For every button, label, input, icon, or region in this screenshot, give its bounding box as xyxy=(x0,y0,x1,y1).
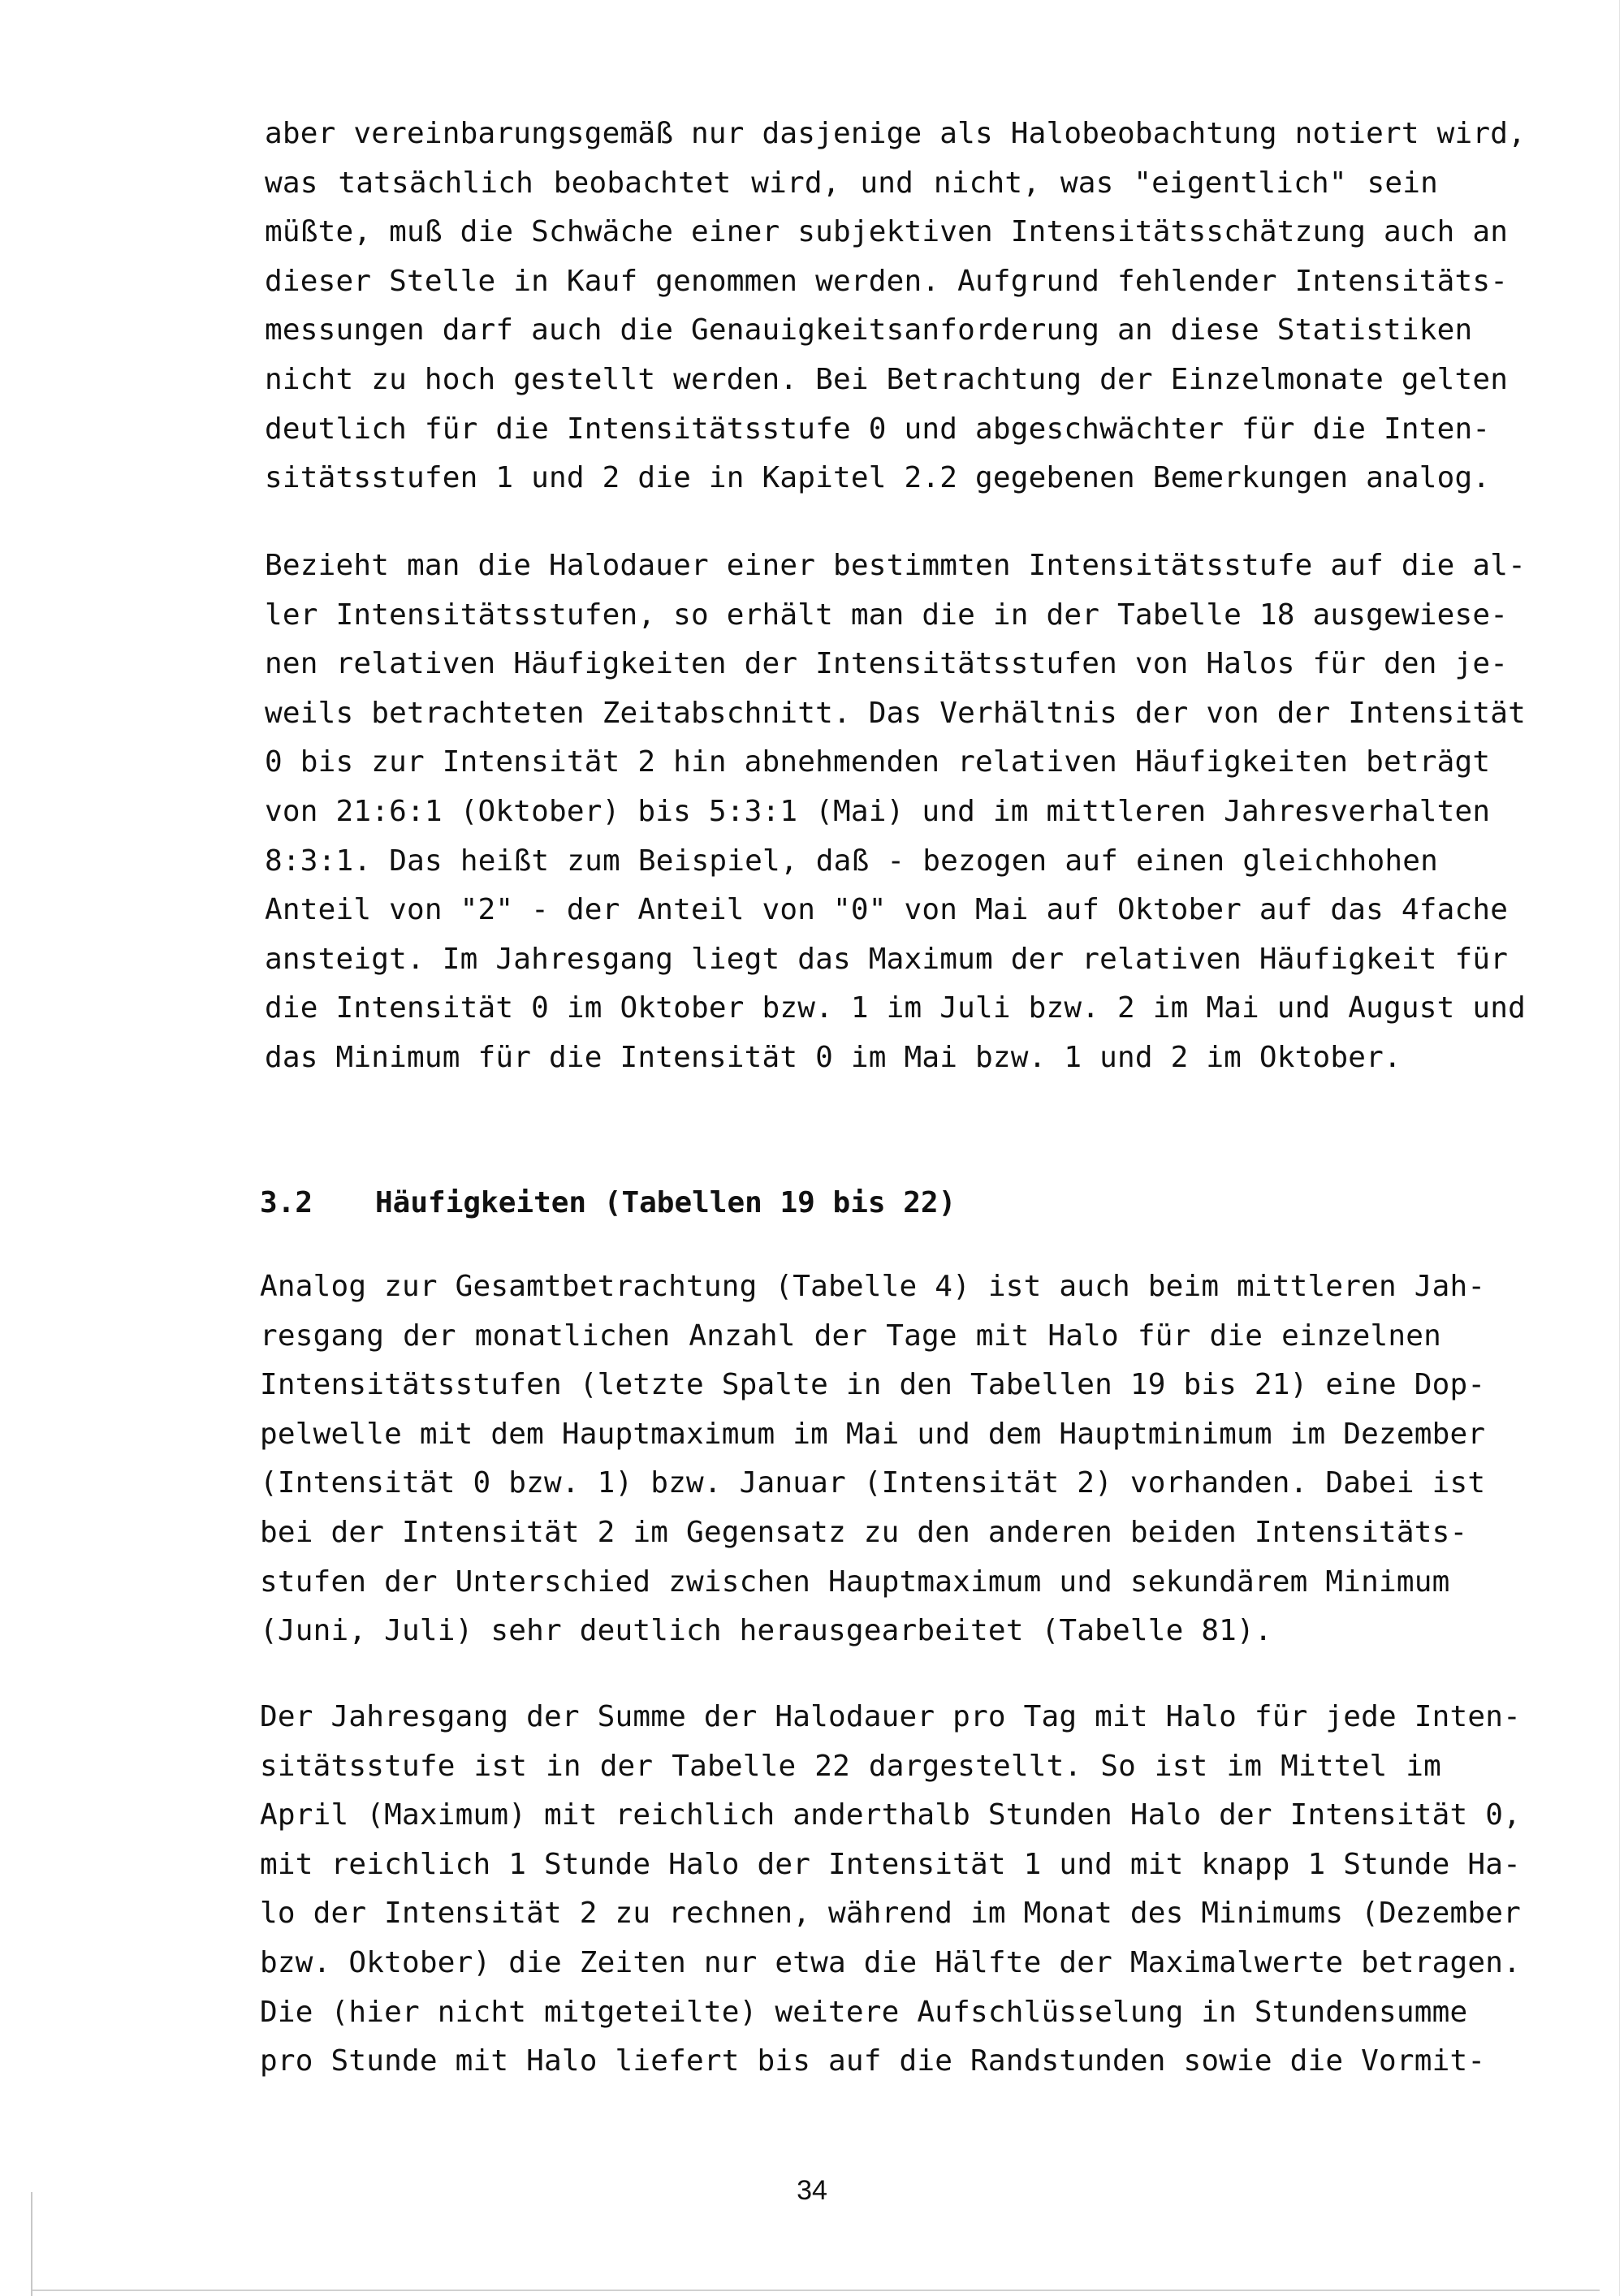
section-heading xyxy=(260,1179,956,1228)
text-line: (Juni, Juli) sehr deutlich herausgearbeitet (Tabelle 81). xyxy=(260,1614,1272,1648)
text-line: April (Maximum) mit reichlich anderthalb Stunden Halo der Intensität 0, xyxy=(260,1798,1522,1832)
paragraph-intensity-remarks xyxy=(265,110,1527,503)
text-line: mit reichlich 1 Stunde Halo der Intensität 1 und mit knapp 1 Stunde Ha- xyxy=(260,1847,1522,1881)
text-line: Intensitätsstufen (letzte Spalte in den Tabellen 19 bis 21) eine Dop- xyxy=(260,1368,1486,1402)
paragraph-halo-duration xyxy=(260,1693,1522,2087)
text-line: 0 bis zur Intensität 2 hin abnehmenden relativen Häufigkeiten beträgt xyxy=(265,745,1491,779)
text-line: ansteigt. Im Jahresgang liegt das Maximum der relativen Häufigkeit für xyxy=(265,942,1509,976)
text-line: das Minimum für die Intensität 0 im Mai bzw. 1 und 2 im Oktober. xyxy=(265,1040,1402,1074)
text-line: pro Stunde mit Halo liefert bis auf die Randstunden sowie die Vormit- xyxy=(260,2044,1486,2078)
text-line: aber vereinbarungsgemäß nur dasjenige als Halobeobachtung notiert wird, xyxy=(265,117,1527,150)
text-line: bzw. Oktober) die Zeiten nur etwa die Hälfte der Maximalwerte betragen. xyxy=(260,1945,1522,1979)
text-line: (Intensität 0 bzw. 1) bzw. Januar (Intensität 2) vorhanden. Dabei ist xyxy=(260,1466,1486,1500)
text-line: nen relativen Häufigkeiten der Intensitätsstufen von Halos für den je- xyxy=(265,647,1509,681)
text-line: bei der Intensität 2 im Gegensatz zu den anderen beiden Intensitäts- xyxy=(260,1515,1468,1549)
text-line: Bezieht man die Halodauer einer bestimmten Intensitätsstufe auf die al- xyxy=(265,549,1527,582)
paragraph-relative-frequencies xyxy=(265,542,1527,1083)
text-line: sitätsstufen 1 und 2 die in Kapitel 2.2 gegebenen Bemerkungen analog. xyxy=(265,461,1491,495)
text-line: dieser Stelle in Kauf genommen werden. Aufgrund fehlender Intensitäts- xyxy=(265,264,1509,298)
text-line: lo der Intensität 2 zu rechnen, während im Monat des Minimums (Dezember xyxy=(260,1897,1522,1931)
text-line: was tatsächlich beobachtet wird, und nicht, was "eigentlich" sein xyxy=(265,166,1438,200)
page-number: 34 xyxy=(797,2175,827,2206)
text-line: deutlich für die Intensitätsstufe 0 und abgeschwächter für die Inten- xyxy=(265,412,1491,446)
scan-edge-mark xyxy=(1619,0,1620,2296)
scan-edge-mark xyxy=(32,2290,1600,2291)
text-line: Der Jahresgang der Summe der Halodauer pro Tag mit Halo für jede Inten- xyxy=(260,1700,1522,1733)
scan-edge-mark xyxy=(31,2192,32,2296)
text-line: von 21:6:1 (Oktober) bis 5:3:1 (Mai) und im mittleren Jahresverhalten xyxy=(265,794,1491,828)
text-line: 8:3:1. Das heißt zum Beispiel, daß - bezogen auf einen gleichhohen xyxy=(265,844,1438,878)
text-line: sitätsstufe ist in der Tabelle 22 dargestellt. So ist im Mittel im xyxy=(260,1749,1441,1783)
text-line: ler Intensitätsstufen, so erhält man die in der Tabelle 18 ausgewiese- xyxy=(265,598,1509,632)
text-line: nicht zu hoch gestellt werden. Bei Betrachtung der Einzelmonate gelten xyxy=(265,362,1509,396)
text-line: stufen der Unterschied zwischen Hauptmaximum und sekundärem Minimum xyxy=(260,1564,1450,1599)
paragraph-annual-cycle xyxy=(260,1262,1486,1656)
section-subtitle: (Tabellen 19 bis 22) xyxy=(586,1186,957,1219)
text-line: messungen darf auch die Genauigkeitsanforderung an diese Statistiken xyxy=(265,313,1473,347)
text-line: die Intensität 0 im Oktober bzw. 1 im Juli bzw. 2 im Mai und August und xyxy=(265,991,1527,1025)
text-line: Anteil von "2" - der Anteil von "0" von Mai auf Oktober auf das 4fache xyxy=(265,893,1509,927)
text-line: weils betrachteten Zeitabschnitt. Das Verhältnis der von der Intensität xyxy=(265,696,1527,730)
section-number: 3.2 xyxy=(260,1186,313,1219)
section-title: Häufigkeiten xyxy=(375,1186,587,1219)
text-line: Die (hier nicht mitgeteilte) weitere Aufschlüsselung in Stundensumme xyxy=(260,1995,1468,2029)
text-line: Analog zur Gesamtbetrachtung (Tabelle 4) ist auch beim mittleren Jah- xyxy=(260,1270,1486,1303)
text-line: müßte, muß die Schwäche einer subjektiven Intensitätsschätzung auch an xyxy=(265,215,1509,249)
text-line: resgang der monatlichen Anzahl der Tage mit Halo für die einzelnen xyxy=(260,1318,1441,1353)
text-line: pelwelle mit dem Hauptmaximum im Mai und dem Hauptminimum im Dezember xyxy=(260,1417,1486,1451)
